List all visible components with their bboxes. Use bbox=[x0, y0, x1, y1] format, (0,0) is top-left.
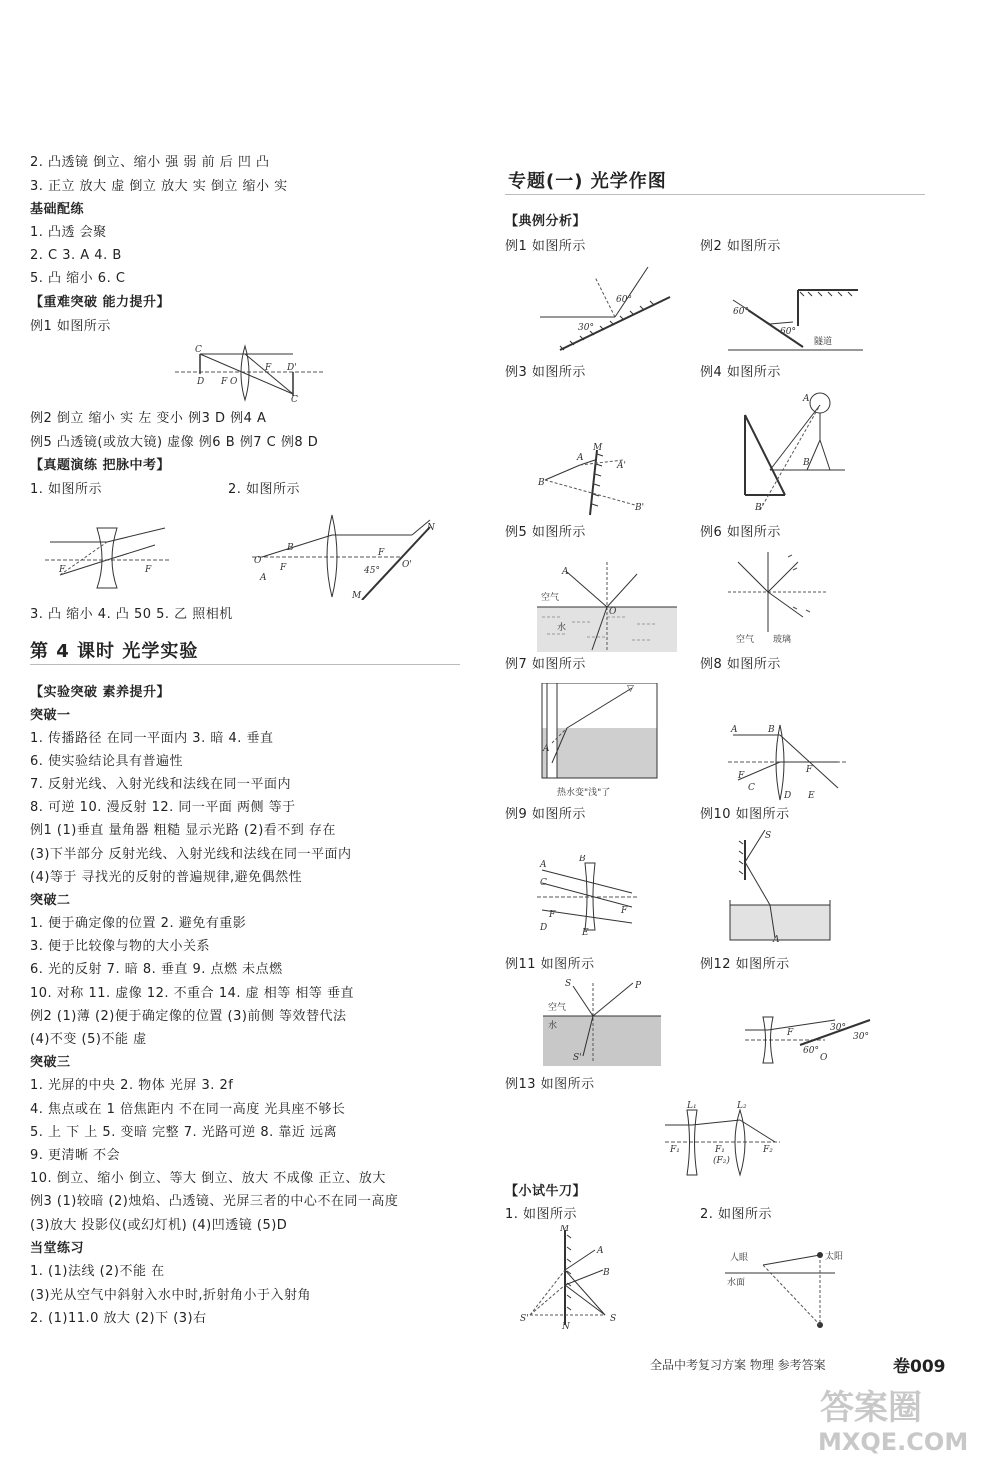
svg-text:M: M bbox=[560, 1225, 570, 1234]
svg-text:N: N bbox=[562, 1322, 570, 1330]
svg-text:60°: 60° bbox=[616, 295, 632, 305]
answer-line: 1. 如图所示 bbox=[30, 482, 103, 497]
svg-text:30°: 30° bbox=[578, 323, 594, 333]
svg-text:B: B bbox=[579, 855, 586, 864]
ex1-figure bbox=[540, 262, 675, 352]
svg-text:C: C bbox=[748, 783, 755, 793]
answer-line: (3)下半部分 反射光线、入射光线和法线在同一平面内 bbox=[30, 847, 352, 862]
svg-text:L₁: L₁ bbox=[687, 1101, 697, 1111]
svg-text:太阳: 太阳 bbox=[825, 1252, 844, 1262]
svg-text:A': A' bbox=[617, 461, 626, 471]
example-label: 例3 如图所示 bbox=[505, 365, 586, 380]
section-title: 【重难突破 能力提升】 bbox=[30, 295, 171, 310]
svg-text:空气: 空气 bbox=[736, 635, 755, 645]
section-title: 【实验突破 素养提升】 bbox=[30, 685, 171, 700]
svg-text:F: F bbox=[738, 771, 745, 781]
answer-line: 2. 凸透镜 倒立、缩小 强 弱 前 后 凹 凸 bbox=[30, 155, 270, 170]
svg-text:60°: 60° bbox=[803, 1046, 819, 1056]
ex5-figure bbox=[537, 562, 677, 652]
watermark-url: MXQE.COM bbox=[818, 1428, 969, 1456]
svg-text:水: 水 bbox=[548, 1021, 558, 1031]
answer-line: 8. 可逆 10. 漫反射 12. 同一平面 两侧 等于 bbox=[30, 800, 296, 815]
svg-text:M: M bbox=[593, 443, 603, 453]
ex2-figure bbox=[728, 262, 863, 357]
svg-text:A: A bbox=[731, 725, 738, 735]
answer-line: 1. (1)法线 (2)不能 在 bbox=[30, 1264, 165, 1279]
ex11-figure bbox=[543, 978, 661, 1066]
example-label: 例4 如图所示 bbox=[700, 365, 781, 380]
svg-text:A: A bbox=[562, 567, 569, 577]
answer-line: 2. 如图所示 bbox=[700, 1207, 773, 1222]
example-label: 例6 如图所示 bbox=[700, 525, 781, 540]
example-label: 例12 如图所示 bbox=[700, 957, 790, 972]
svg-text:空气: 空气 bbox=[541, 593, 560, 603]
section-title: 【真题演练 把脉中考】 bbox=[30, 458, 171, 473]
svg-text:S: S bbox=[610, 1314, 617, 1324]
answer-line: 1. 如图所示 bbox=[505, 1207, 578, 1222]
answer-line: 例3 (1)较暗 (2)烛焰、凸透镜、光屏三者的中心不在同一高度 bbox=[30, 1194, 399, 1209]
svg-text:P: P bbox=[635, 981, 642, 991]
answer-line: 例2 倒立 缩小 实 左 变小 例3 D 例4 A bbox=[30, 411, 267, 426]
ex8-figure bbox=[728, 720, 848, 805]
svg-text:60°: 60° bbox=[733, 307, 749, 317]
svg-text:(F₂): (F₂) bbox=[713, 1156, 730, 1166]
answer-line: 10. 倒立、缩小 倒立、等大 倒立、放大 不成像 正立、放大 bbox=[30, 1171, 386, 1186]
divider bbox=[505, 194, 925, 195]
footer-text: 全品中考复习方案 物理 参考答案 bbox=[650, 1358, 826, 1372]
subsection-title: 突破二 bbox=[30, 893, 71, 908]
lesson-title: 第 4 课时 光学实验 bbox=[30, 641, 199, 662]
svg-text:A: A bbox=[773, 935, 780, 945]
answer-line: 例2 (1)薄 (2)便于确定像的位置 (3)前侧 等效替代法 bbox=[30, 1009, 347, 1024]
answer-line: 6. 使实验结论具有普遍性 bbox=[30, 754, 184, 769]
svg-text:L₂: L₂ bbox=[737, 1101, 747, 1111]
svg-text:水面: 水面 bbox=[727, 1278, 746, 1288]
svg-text:F: F bbox=[265, 363, 272, 373]
trial1-figure bbox=[515, 1225, 625, 1330]
section-title: 【典例分析】 bbox=[505, 214, 587, 229]
svg-text:S': S' bbox=[573, 1053, 582, 1063]
svg-text:▽: ▽ bbox=[627, 684, 634, 694]
svg-text:B: B bbox=[803, 458, 810, 468]
svg-text:E: E bbox=[808, 791, 815, 801]
svg-text:A: A bbox=[577, 453, 584, 463]
svg-text:F: F bbox=[549, 910, 556, 920]
answer-line: 5. 凸 缩小 6. C bbox=[30, 271, 126, 286]
answer-line: (4)不变 (5)不能 虚 bbox=[30, 1032, 147, 1047]
example-label: 例9 如图所示 bbox=[505, 807, 586, 822]
example-label: 例10 如图所示 bbox=[700, 807, 790, 822]
answer-line: 4. 焦点或在 1 倍焦距内 不在同一高度 光具座不够长 bbox=[30, 1102, 346, 1117]
svg-text:A: A bbox=[260, 573, 267, 583]
answer-line: 2. C 3. A 4. B bbox=[30, 248, 122, 263]
section-title: 基础配练 bbox=[30, 202, 85, 217]
trial2-figure bbox=[725, 1245, 865, 1330]
ex10-figure bbox=[725, 830, 835, 945]
answer-line: 6. 光的反射 7. 暗 8. 垂直 9. 点燃 未点燃 bbox=[30, 962, 283, 977]
svg-text:D': D' bbox=[287, 363, 297, 373]
answer-line: 3. 便于比较像与物的大小关系 bbox=[30, 939, 211, 954]
svg-text:F: F bbox=[806, 765, 813, 775]
answer-line: 例5 凸透镜(或放大镜) 虚像 例6 B 例7 C 例8 D bbox=[30, 435, 319, 450]
svg-text:隧道: 隧道 bbox=[814, 337, 833, 347]
answer-line: 例1 (1)垂直 量角器 粗糙 显示光路 (2)看不到 存在 bbox=[30, 823, 336, 838]
svg-text:F: F bbox=[378, 548, 385, 558]
svg-text:S: S bbox=[565, 979, 572, 989]
subsection-title: 突破一 bbox=[30, 708, 71, 723]
svg-text:B': B' bbox=[635, 503, 645, 513]
example-label: 例7 如图所示 bbox=[505, 657, 586, 672]
concave-lens-figure bbox=[45, 520, 170, 590]
svg-text:30°: 30° bbox=[830, 1023, 846, 1033]
answer-line: 3. 正立 放大 虚 倒立 放大 实 倒立 缩小 实 bbox=[30, 179, 288, 194]
svg-text:30°: 30° bbox=[853, 1032, 869, 1042]
ex9-figure bbox=[537, 855, 637, 935]
svg-text:F₁: F₁ bbox=[715, 1145, 725, 1155]
watermark-logo: 答案圈 bbox=[820, 1388, 922, 1428]
answer-line: (3)光从空气中斜射入水中时,折射角小于入射角 bbox=[30, 1288, 312, 1303]
ex4-figure bbox=[735, 385, 855, 515]
example-label: 例11 如图所示 bbox=[505, 957, 595, 972]
answer-line: 1. 传播路径 在同一平面内 3. 暗 4. 垂直 bbox=[30, 731, 274, 746]
svg-text:C: C bbox=[291, 395, 298, 404]
svg-text:E: E bbox=[582, 928, 589, 935]
svg-text:F: F bbox=[59, 565, 66, 575]
example-label: 例1 如图所示 bbox=[505, 239, 586, 254]
answer-line: 7. 反射光线、入射光线和法线在同一平面内 bbox=[30, 777, 292, 792]
answer-line: 2. 如图所示 bbox=[228, 482, 301, 497]
subsection-title: 突破三 bbox=[30, 1055, 71, 1070]
svg-text:A: A bbox=[540, 860, 547, 870]
svg-text:B': B' bbox=[755, 503, 765, 513]
answer-line: 5. 上 下 上 5. 变暗 完整 7. 光路可逆 8. 靠近 远离 bbox=[30, 1125, 338, 1140]
svg-text:O: O bbox=[254, 556, 262, 566]
svg-text:热水变"浅"了: 热水变"浅"了 bbox=[557, 788, 611, 798]
ex13-figure bbox=[665, 1100, 780, 1180]
svg-text:M: M bbox=[352, 591, 362, 600]
svg-text:F: F bbox=[280, 563, 287, 573]
example-label: 例8 如图所示 bbox=[700, 657, 781, 672]
svg-text:O: O bbox=[609, 607, 617, 617]
answer-line: 9. 更清晰 不会 bbox=[30, 1148, 121, 1163]
divider bbox=[30, 664, 460, 665]
subsection-title: 当堂练习 bbox=[30, 1241, 85, 1256]
svg-text:F: F bbox=[787, 1028, 794, 1038]
svg-text:C: C bbox=[540, 878, 547, 888]
svg-text:O': O' bbox=[402, 560, 412, 570]
answer-line: 3. 凸 缩小 4. 凸 50 5. 乙 照相机 bbox=[30, 607, 233, 622]
svg-text:O: O bbox=[820, 1053, 828, 1063]
svg-text:45°: 45° bbox=[364, 566, 380, 576]
ex6-figure bbox=[728, 552, 838, 652]
example-label: 例2 如图所示 bbox=[700, 239, 781, 254]
svg-text:60°: 60° bbox=[780, 327, 796, 337]
svg-text:空气: 空气 bbox=[548, 1003, 567, 1013]
svg-text:S': S' bbox=[520, 1314, 529, 1324]
page-number: 卷009 bbox=[893, 1357, 946, 1377]
answer-line: 2. (1)11.0 放大 (2)下 (3)右 bbox=[30, 1311, 207, 1326]
svg-text:N: N bbox=[427, 523, 435, 533]
answer-line: 10. 对称 11. 虚像 12. 不重合 14. 虚 相等 相等 垂直 bbox=[30, 986, 355, 1001]
svg-text:F₂: F₂ bbox=[763, 1145, 773, 1155]
lens-ray-figure bbox=[175, 342, 325, 404]
lens-mirror-figure bbox=[252, 505, 437, 600]
svg-text:S: S bbox=[765, 831, 772, 841]
answer-line: 1. 便于确定像的位置 2. 避免有重影 bbox=[30, 916, 247, 931]
svg-text:F: F bbox=[145, 565, 152, 575]
svg-text:B: B bbox=[603, 1268, 610, 1278]
example-label: 例5 如图所示 bbox=[505, 525, 586, 540]
svg-text:C: C bbox=[195, 345, 202, 355]
svg-text:水: 水 bbox=[557, 623, 567, 633]
section-title: 【小试牛刀】 bbox=[505, 1184, 587, 1199]
svg-text:D: D bbox=[540, 923, 548, 933]
answer-line: 1. 光屏的中央 2. 物体 光屏 3. 2f bbox=[30, 1078, 234, 1093]
svg-text:F: F bbox=[221, 377, 228, 387]
answer-line: (3)放大 投影仪(或幻灯机) (4)凹透镜 (5)D bbox=[30, 1218, 288, 1233]
ex3-figure bbox=[535, 440, 645, 520]
svg-text:D: D bbox=[197, 377, 205, 387]
answer-line: (4)等于 寻找光的反射的普遍规律,避免偶然性 bbox=[30, 870, 303, 885]
svg-text:B: B bbox=[287, 543, 294, 553]
answer-line: 1. 凸透 会聚 bbox=[30, 225, 107, 240]
svg-text:O: O bbox=[230, 377, 238, 387]
ex12-figure bbox=[745, 1015, 875, 1065]
topic-title: 专题(一) 光学作图 bbox=[508, 171, 667, 192]
svg-text:A: A bbox=[803, 394, 810, 404]
example-label: 例13 如图所示 bbox=[505, 1077, 595, 1092]
ex7-figure bbox=[537, 683, 662, 803]
svg-text:A: A bbox=[543, 744, 550, 754]
svg-text:B: B bbox=[768, 725, 775, 735]
svg-text:D: D bbox=[784, 791, 792, 801]
svg-text:玻璃: 玻璃 bbox=[773, 635, 792, 645]
answer-line: 例1 如图所示 bbox=[30, 319, 111, 334]
svg-text:A: A bbox=[597, 1246, 604, 1256]
svg-text:F: F bbox=[621, 906, 628, 916]
svg-text:F₁: F₁ bbox=[670, 1145, 680, 1155]
svg-text:人眼: 人眼 bbox=[730, 1253, 749, 1263]
svg-text:B: B bbox=[538, 478, 545, 488]
